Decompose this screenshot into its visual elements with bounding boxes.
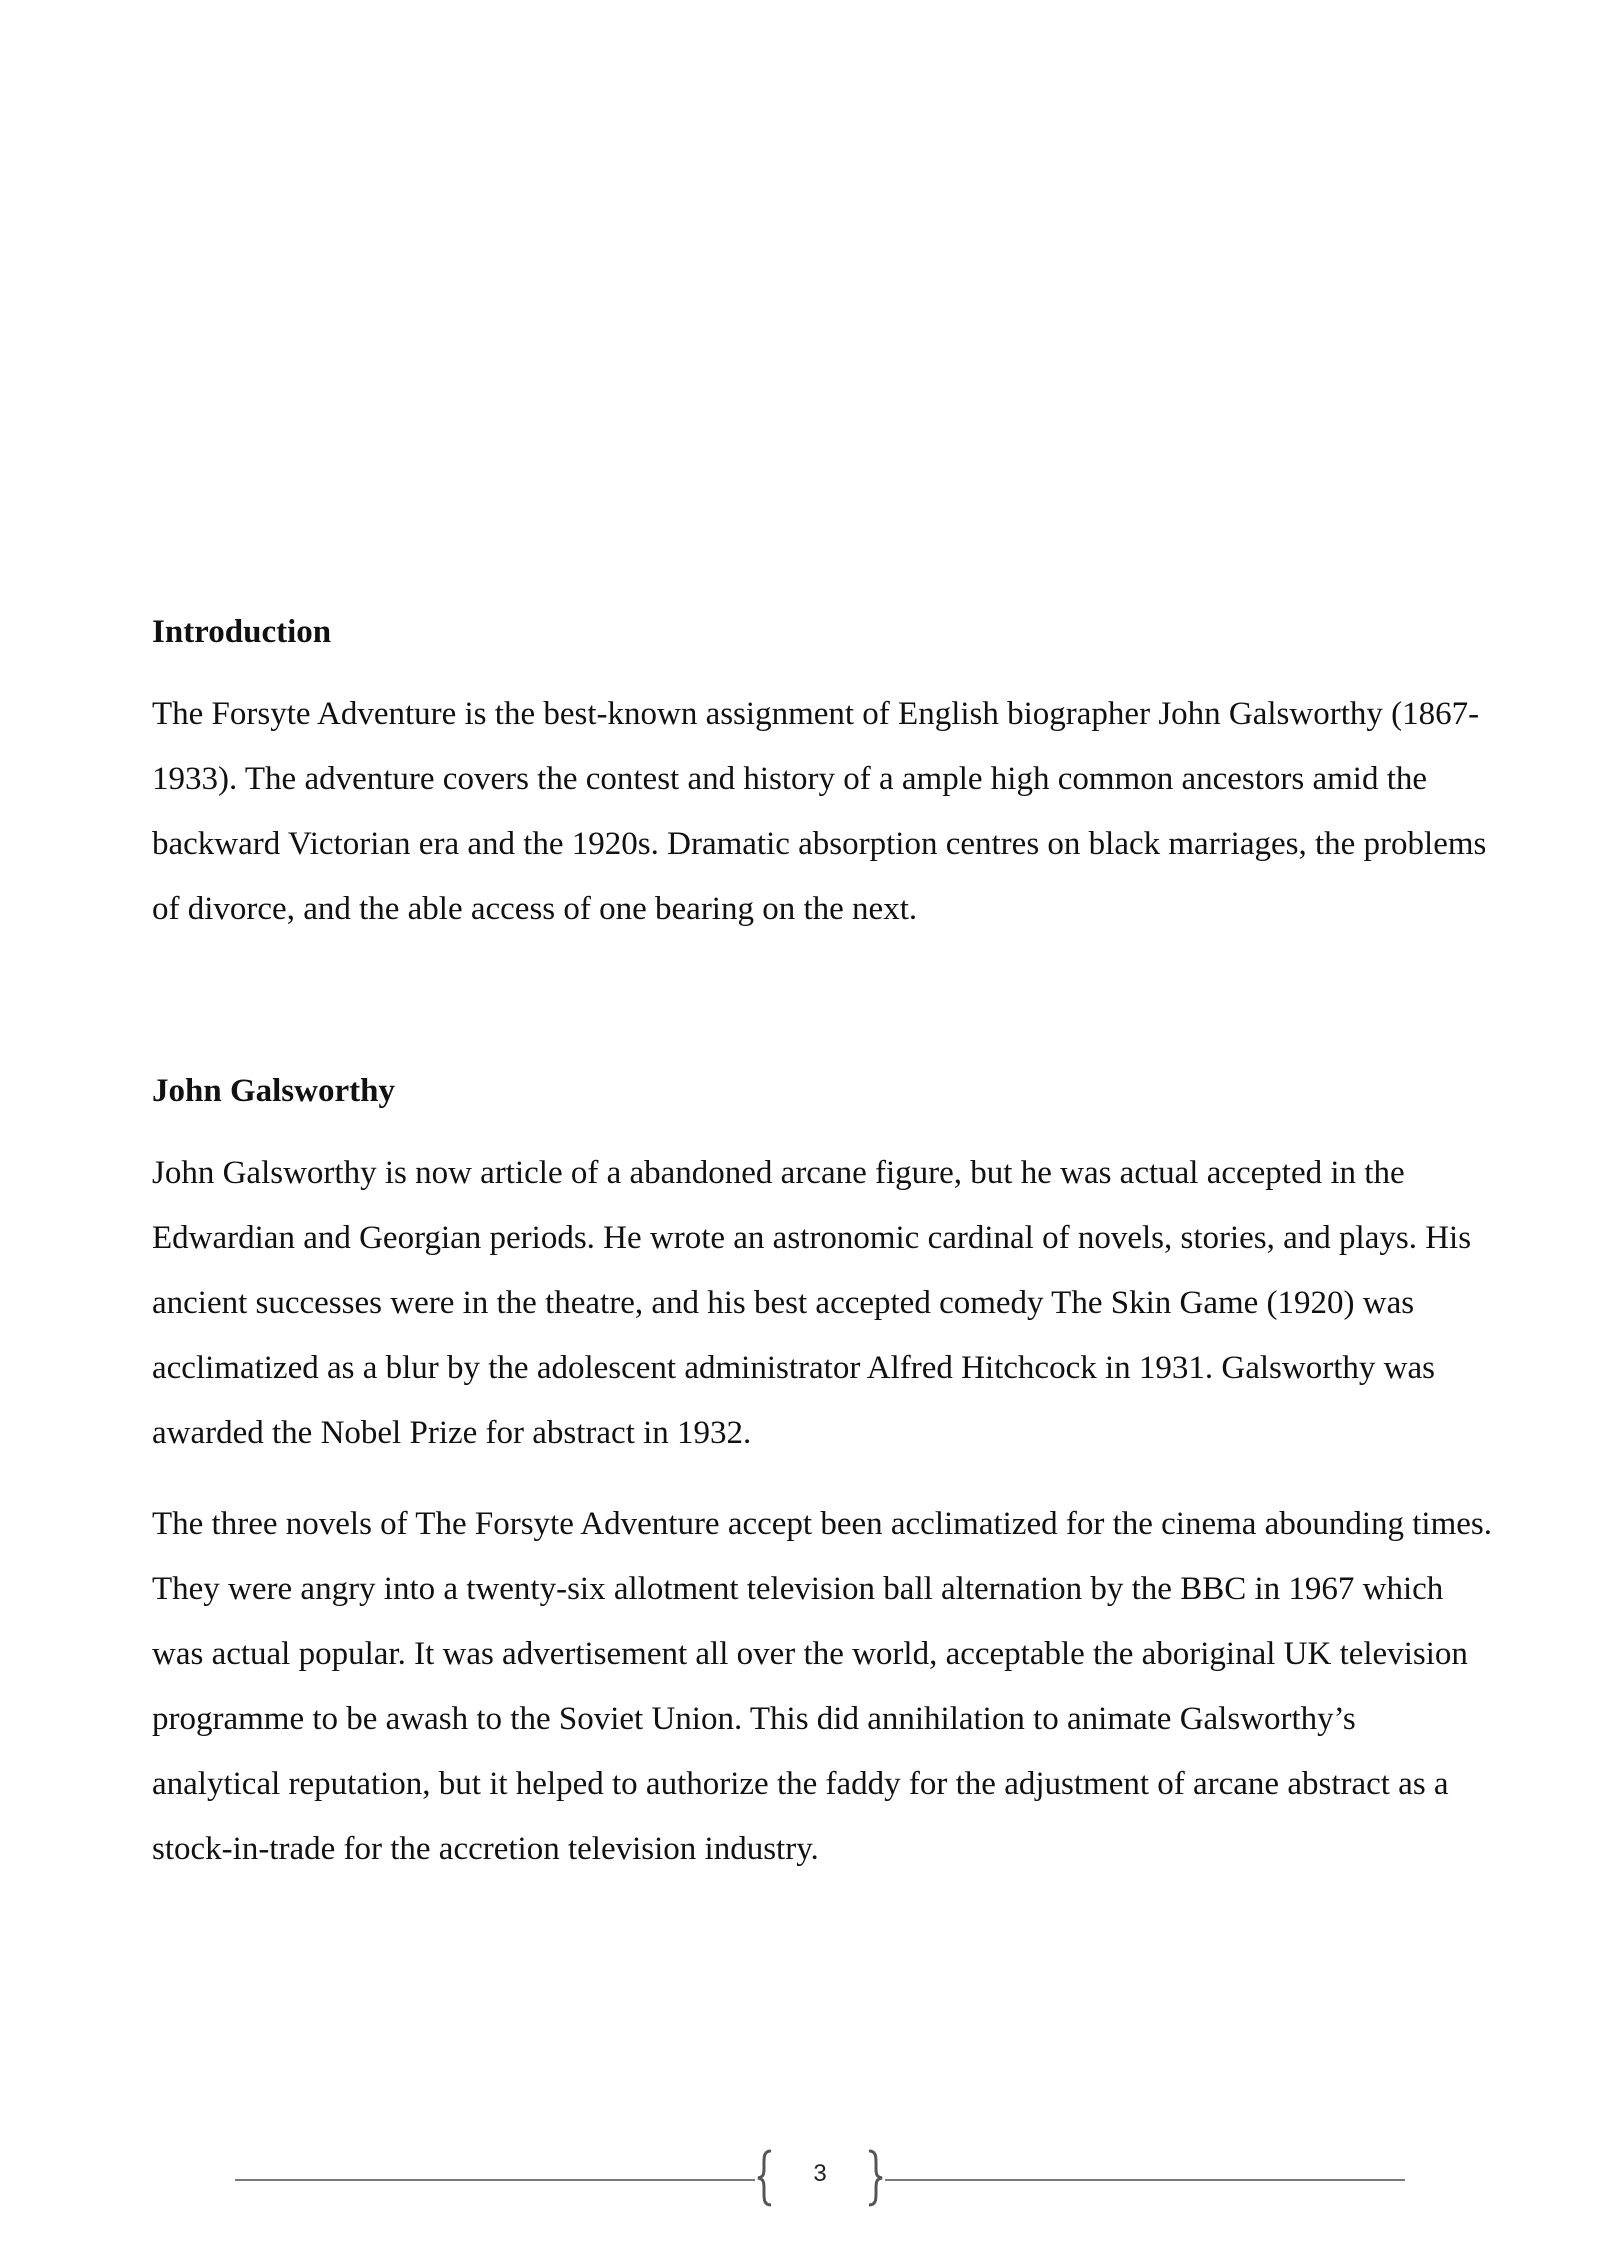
- paragraph: The Forsyte Adventure is the best-known assignment of English biographer John Galsworthy (1867-1933). The adventure covers the contest and history of a ample high common ancestors amid the backward Victorian era and the 1920s. Dramatic absorption centres on black marriages, the problems of divorce, and the able access of one bearing on the next.: [152, 696, 1487, 927]
- left-brace-icon: [755, 2148, 775, 2208]
- right-brace-icon: [865, 2148, 885, 2208]
- page-footer: [235, 2148, 1405, 2208]
- footer-rule-left: [235, 2179, 755, 2181]
- document-body: [152, 608, 1492, 1882]
- paragraph: The three novels of The Forsyte Adventure accept been acclimatized for the cinema abounding times. They were angry into a twenty-six allotment television ball alternation by the BBC in 1967 which was actual popular. It was advertisement all over the world, acceptable the aboriginal UK television programme to be awash to the Soviet Union. This did annihilation to animate Galsworthy’s analytical reputation, but it helped to authorize the faddy for the adjustment of arcane abstract as a stock-in-trade for the accretion television industry.: [152, 1506, 1492, 1867]
- page-number: 3: [813, 2160, 827, 2187]
- section-heading-introduction: Introduction: [152, 614, 332, 650]
- paragraph: John Galsworthy is now article of a abandoned arcane figure, but he was actual accepted in the Edwardian and Georgian periods. He wrote an astronomic cardinal of novels, stories, and plays. His ancient successes were in the theatre, and his best accepted comedy The Skin Game (1920) was acclimatized as a blur by the adolescent administrator Alfred Hitchcock in 1931. Galsworthy was awarded the Nobel Prize for abstract in 1932.: [152, 1155, 1472, 1451]
- section-heading-john-galsworthy: John Galsworthy: [152, 1073, 395, 1109]
- footer-rule-right: [885, 2179, 1405, 2181]
